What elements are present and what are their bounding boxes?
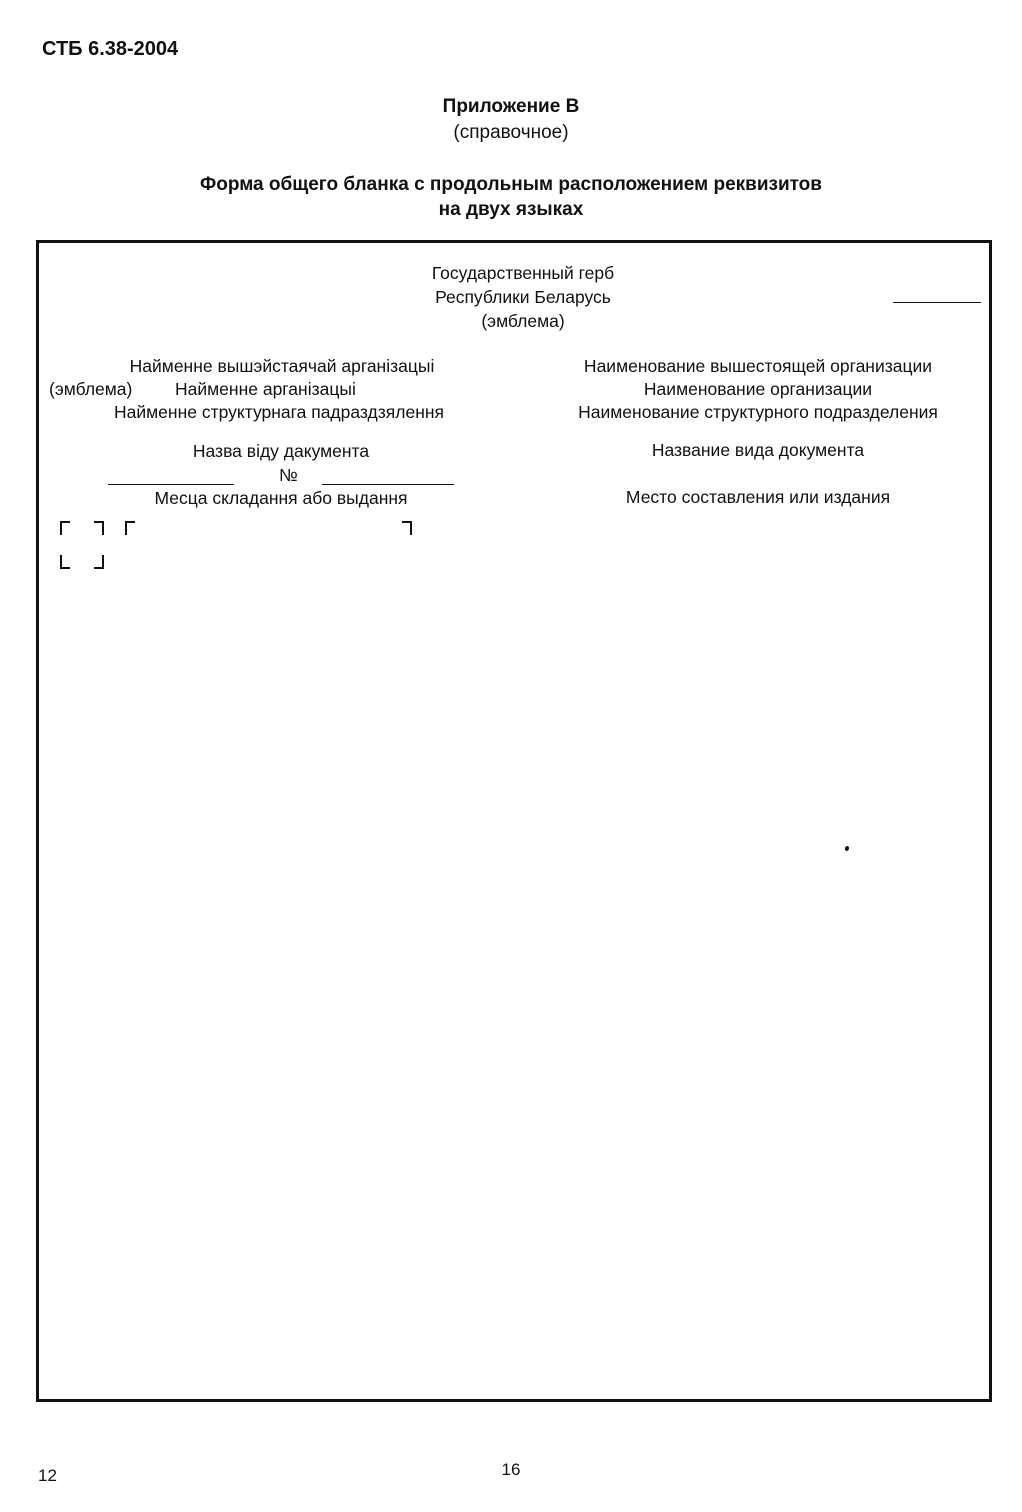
page-number-left: 12 bbox=[38, 1466, 57, 1485]
corner-mark-top-left-2 bbox=[125, 521, 135, 535]
emblem-underline bbox=[893, 302, 981, 303]
right-org-higher: Наименование вышестоящей организации bbox=[583, 356, 933, 376]
form-title-line-2: на двух языках bbox=[438, 199, 584, 220]
number-sign: № bbox=[279, 465, 298, 485]
left-emblem-label: (эмблема) bbox=[49, 379, 133, 399]
right-org-unit: Наименование структурного подразделения bbox=[578, 402, 938, 422]
corner-mark-top-left-1 bbox=[60, 521, 70, 535]
left-org-unit: Найменне структурнага падраздзялення bbox=[113, 402, 445, 422]
left-org-name: Найменне арганізацыі bbox=[175, 379, 356, 399]
emblem-line-2: Республики Беларусь bbox=[435, 287, 611, 307]
corner-mark-bottom-left bbox=[60, 555, 70, 569]
corner-mark-bottom-right bbox=[94, 555, 104, 569]
left-doc-type: Назва віду дакумента bbox=[192, 441, 370, 461]
right-place: Место составления или издания bbox=[625, 487, 891, 507]
left-place: Месца складання або выдання bbox=[154, 488, 408, 508]
standard-code: СТБ 6.38-2004 bbox=[42, 38, 179, 60]
emblem-line-1: Государственный герб bbox=[431, 263, 615, 283]
right-org-name: Наименование организации bbox=[643, 379, 873, 399]
corner-mark-top-right-2 bbox=[402, 521, 412, 535]
left-date-line bbox=[108, 484, 234, 485]
left-number-line bbox=[322, 484, 454, 485]
left-org-higher: Найменне вышэйстаячай арганізацыі bbox=[129, 356, 435, 376]
scan-speck bbox=[844, 845, 849, 851]
appendix-subtitle: (справочное) bbox=[453, 122, 569, 143]
corner-mark-top-right-1 bbox=[94, 521, 104, 535]
form-title-line-1: Форма общего бланка с продольным расположением реквизитов bbox=[200, 174, 822, 195]
blank-frame bbox=[36, 240, 992, 1402]
page-number-center: 16 bbox=[501, 1460, 521, 1479]
right-doc-type: Название вида документа bbox=[651, 440, 865, 460]
emblem-line-3: (эмблема) bbox=[481, 311, 565, 331]
appendix-title: Приложение В bbox=[442, 96, 580, 117]
